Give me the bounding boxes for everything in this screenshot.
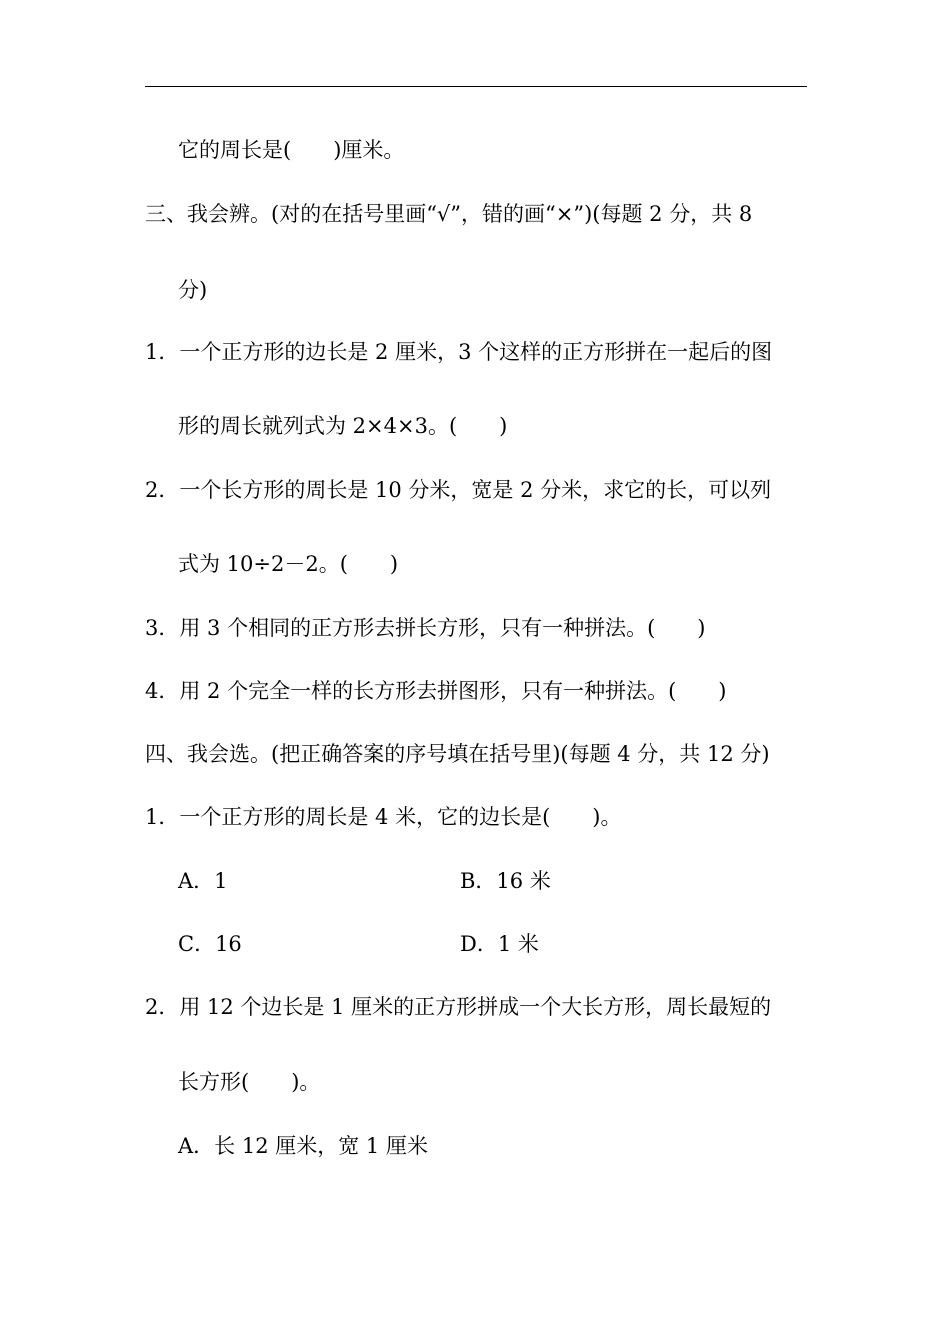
choice-question-2: 2．用 12 个边长是 1 厘米的正方形拼成一个大长方形，周长最短的: [145, 995, 772, 1019]
judge-question-1: 1．一个正方形的边长是 2 厘米，3 个这样的正方形拼在一起后的图: [145, 340, 773, 364]
choice-question-2-cont: 长方形( )。: [178, 1070, 321, 1094]
judge-question-1-cont: 形的周长就列式为 2×4×3。( ): [178, 414, 508, 438]
judge-question-3: 3．用 3 个相同的正方形去拼长方形，只有一种拼法。( ): [145, 616, 706, 640]
judge-question-2-cont: 式为 10÷2－2。( ): [178, 552, 399, 576]
choice-2-option-a: A．长 12 厘米，宽 1 厘米: [178, 1134, 428, 1158]
header-rule: [145, 86, 807, 87]
choice-question-1: 1．一个正方形的周长是 4 米，它的边长是( )。: [145, 805, 622, 829]
section-3-title: 三、我会辨。(对的在括号里画“√”，错的画“×”)(每题 2 分，共 8: [145, 202, 753, 226]
judge-question-4: 4．用 2 个完全一样的长方形去拼图形，只有一种拼法。( ): [145, 679, 727, 703]
section-4-title: 四、我会选。(把正确答案的序号填在括号里)(每题 4 分，共 12 分): [145, 742, 770, 766]
section-3-title-cont: 分): [178, 278, 208, 302]
judge-question-2: 2．一个长方形的周长是 10 分米，宽是 2 分米，求它的长，可以列: [145, 478, 772, 502]
choice-1-option-b: B．16 米: [460, 869, 551, 893]
choice-1-option-d: D．1 米: [460, 932, 539, 956]
choice-1-option-a: A．1: [178, 869, 228, 893]
choice-1-option-c: C．16: [178, 932, 242, 956]
continued-question-text: 它的周长是( )厘米。: [178, 138, 405, 162]
